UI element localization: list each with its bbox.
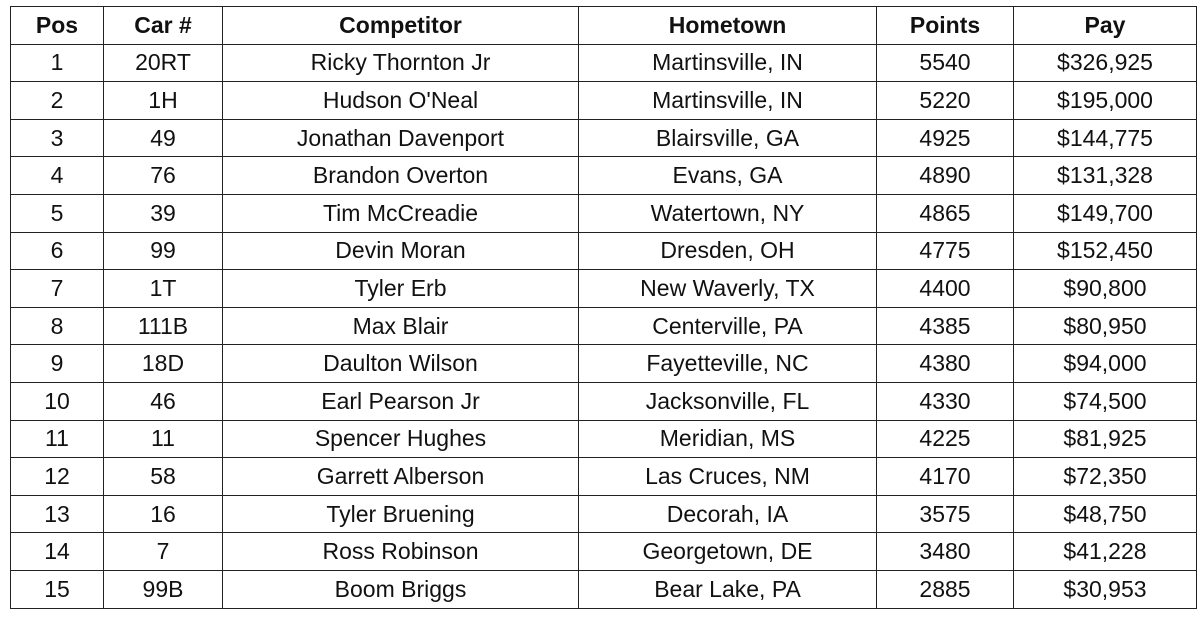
points-cell: 3480 <box>877 533 1014 571</box>
table-row <box>11 119 1197 157</box>
pay-cell: $131,328 <box>1014 157 1197 195</box>
points-cell: 4400 <box>877 270 1014 308</box>
points-cell: 5220 <box>877 82 1014 120</box>
car-number-cell: 111B <box>104 307 223 345</box>
car-number-cell: 1H <box>104 82 223 120</box>
pay-cell: $195,000 <box>1014 82 1197 120</box>
pay-cell: $30,953 <box>1014 570 1197 608</box>
points-cell: 3575 <box>877 495 1014 533</box>
table-row <box>11 382 1197 420</box>
pos-cell: 9 <box>11 345 104 383</box>
competitor-cell: Brandon Overton <box>223 157 579 195</box>
table-row <box>11 82 1197 120</box>
competitor-cell: Tim McCreadie <box>223 194 579 232</box>
table-row <box>11 458 1197 496</box>
competitor-cell: Earl Pearson Jr <box>223 382 579 420</box>
competitor-cell: Devin Moran <box>223 232 579 270</box>
table-row <box>11 157 1197 195</box>
pay-cell: $152,450 <box>1014 232 1197 270</box>
header-car-number: Car # <box>104 7 223 45</box>
hometown-cell: New Waverly, TX <box>579 270 877 308</box>
pay-cell: $72,350 <box>1014 458 1197 496</box>
car-number-cell: 11 <box>104 420 223 458</box>
pos-cell: 11 <box>11 420 104 458</box>
pos-cell: 5 <box>11 194 104 232</box>
header-pos: Pos <box>11 7 104 45</box>
hometown-cell: Bear Lake, PA <box>579 570 877 608</box>
hometown-cell: Watertown, NY <box>579 194 877 232</box>
pay-cell: $326,925 <box>1014 44 1197 82</box>
pos-cell: 13 <box>11 495 104 533</box>
car-number-cell: 18D <box>104 345 223 383</box>
pos-cell: 1 <box>11 44 104 82</box>
points-cell: 4385 <box>877 307 1014 345</box>
hometown-cell: Jacksonville, FL <box>579 382 877 420</box>
pos-cell: 2 <box>11 82 104 120</box>
points-cell: 4890 <box>877 157 1014 195</box>
table-row <box>11 533 1197 571</box>
hometown-cell: Martinsville, IN <box>579 82 877 120</box>
hometown-cell: Dresden, OH <box>579 232 877 270</box>
car-number-cell: 16 <box>104 495 223 533</box>
hometown-cell: Evans, GA <box>579 157 877 195</box>
pos-cell: 15 <box>11 570 104 608</box>
competitor-cell: Daulton Wilson <box>223 345 579 383</box>
table-row <box>11 194 1197 232</box>
table-row <box>11 44 1197 82</box>
car-number-cell: 39 <box>104 194 223 232</box>
hometown-cell: Las Cruces, NM <box>579 458 877 496</box>
hometown-cell: Martinsville, IN <box>579 44 877 82</box>
car-number-cell: 99B <box>104 570 223 608</box>
pos-cell: 8 <box>11 307 104 345</box>
pay-cell: $41,228 <box>1014 533 1197 571</box>
points-cell: 5540 <box>877 44 1014 82</box>
header-points: Points <box>877 7 1014 45</box>
competitor-cell: Tyler Erb <box>223 270 579 308</box>
competitor-cell: Boom Briggs <box>223 570 579 608</box>
competitor-cell: Garrett Alberson <box>223 458 579 496</box>
pay-cell: $80,950 <box>1014 307 1197 345</box>
pay-cell: $74,500 <box>1014 382 1197 420</box>
header-competitor: Competitor <box>223 7 579 45</box>
table-row <box>11 307 1197 345</box>
points-cell: 4330 <box>877 382 1014 420</box>
points-cell: 4380 <box>877 345 1014 383</box>
points-cell: 2885 <box>877 570 1014 608</box>
pos-cell: 3 <box>11 119 104 157</box>
competitor-cell: Max Blair <box>223 307 579 345</box>
car-number-cell: 58 <box>104 458 223 496</box>
standings-table <box>10 6 1197 609</box>
pay-cell: $144,775 <box>1014 119 1197 157</box>
car-number-cell: 99 <box>104 232 223 270</box>
pos-cell: 14 <box>11 533 104 571</box>
pay-cell: $149,700 <box>1014 194 1197 232</box>
competitor-cell: Tyler Bruening <box>223 495 579 533</box>
pos-cell: 10 <box>11 382 104 420</box>
points-cell: 4775 <box>877 232 1014 270</box>
pos-cell: 4 <box>11 157 104 195</box>
table-row <box>11 495 1197 533</box>
table-row <box>11 420 1197 458</box>
header-row <box>11 7 1197 45</box>
car-number-cell: 49 <box>104 119 223 157</box>
table-row <box>11 232 1197 270</box>
competitor-cell: Ricky Thornton Jr <box>223 44 579 82</box>
header-pay: Pay <box>1014 7 1197 45</box>
points-cell: 4865 <box>877 194 1014 232</box>
car-number-cell: 46 <box>104 382 223 420</box>
competitor-cell: Jonathan Davenport <box>223 119 579 157</box>
points-cell: 4225 <box>877 420 1014 458</box>
car-number-cell: 7 <box>104 533 223 571</box>
car-number-cell: 20RT <box>104 44 223 82</box>
hometown-cell: Centerville, PA <box>579 307 877 345</box>
points-cell: 4925 <box>877 119 1014 157</box>
table-row <box>11 345 1197 383</box>
pay-cell: $90,800 <box>1014 270 1197 308</box>
points-cell: 4170 <box>877 458 1014 496</box>
hometown-cell: Georgetown, DE <box>579 533 877 571</box>
pos-cell: 6 <box>11 232 104 270</box>
table-header <box>11 7 1197 45</box>
competitor-cell: Hudson O'Neal <box>223 82 579 120</box>
hometown-cell: Blairsville, GA <box>579 119 877 157</box>
hometown-cell: Meridian, MS <box>579 420 877 458</box>
header-hometown: Hometown <box>579 7 877 45</box>
pos-cell: 12 <box>11 458 104 496</box>
pay-cell: $94,000 <box>1014 345 1197 383</box>
car-number-cell: 1T <box>104 270 223 308</box>
pay-cell: $48,750 <box>1014 495 1197 533</box>
pay-cell: $81,925 <box>1014 420 1197 458</box>
competitor-cell: Spencer Hughes <box>223 420 579 458</box>
table-row <box>11 270 1197 308</box>
hometown-cell: Fayetteville, NC <box>579 345 877 383</box>
pos-cell: 7 <box>11 270 104 308</box>
table-row <box>11 570 1197 608</box>
table-body <box>11 44 1197 608</box>
competitor-cell: Ross Robinson <box>223 533 579 571</box>
car-number-cell: 76 <box>104 157 223 195</box>
hometown-cell: Decorah, IA <box>579 495 877 533</box>
